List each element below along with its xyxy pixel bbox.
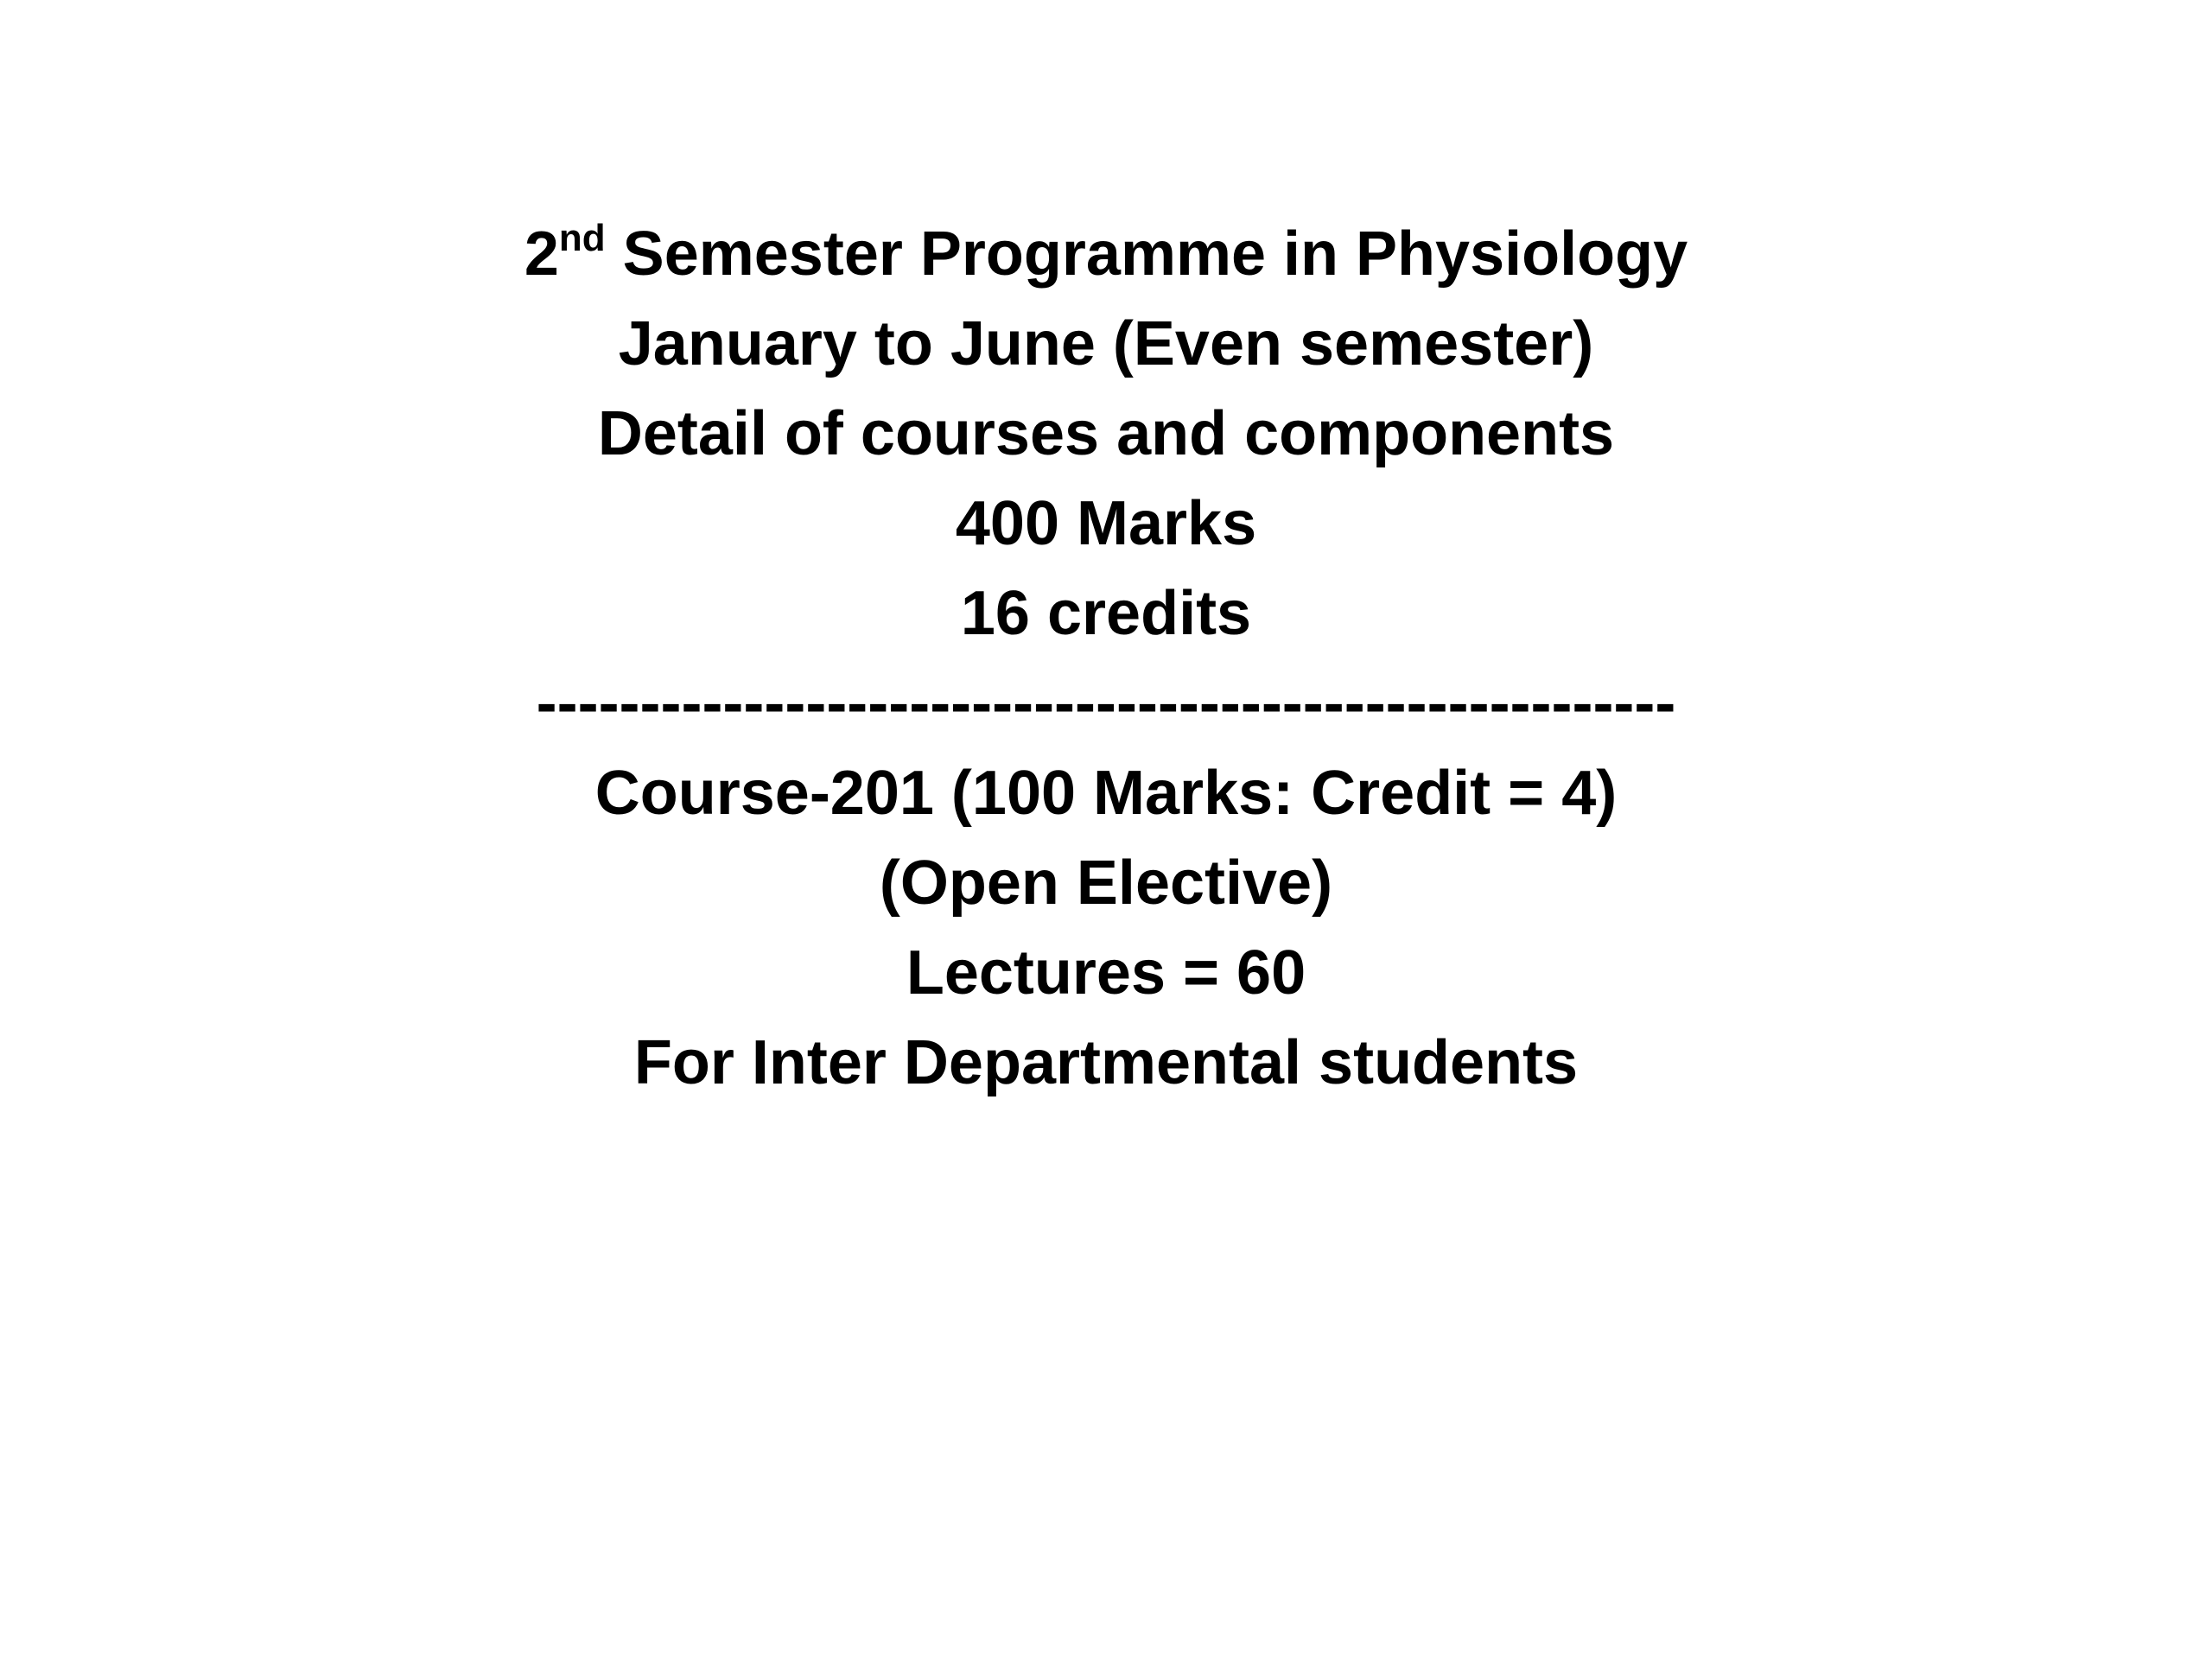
heading-text: Semester Programme in Physiology [605,219,1688,289]
slide-content [0,209,2212,1108]
heading-ordinal-suffix: nd [558,217,606,259]
heading-number: 2 [524,219,559,289]
target-audience: For Inter Departmental students [633,1028,1579,1097]
dashed-divider: ------------------------------------------------------- [536,669,1676,738]
semester-period: January to June (Even semester) [618,309,1594,378]
course-title: Course-201 (100 Marks: Credit = 4) [594,759,1618,828]
total-credits: 16 credits [960,579,1252,648]
lecture-count: Lectures = 60 [906,938,1306,1007]
total-marks: 400 Marks [955,489,1257,558]
course-type: (Open Elective) [879,849,1333,918]
heading-semester-programme [0,209,2212,299]
courses-detail-heading: Detail of courses and components [597,399,1615,468]
